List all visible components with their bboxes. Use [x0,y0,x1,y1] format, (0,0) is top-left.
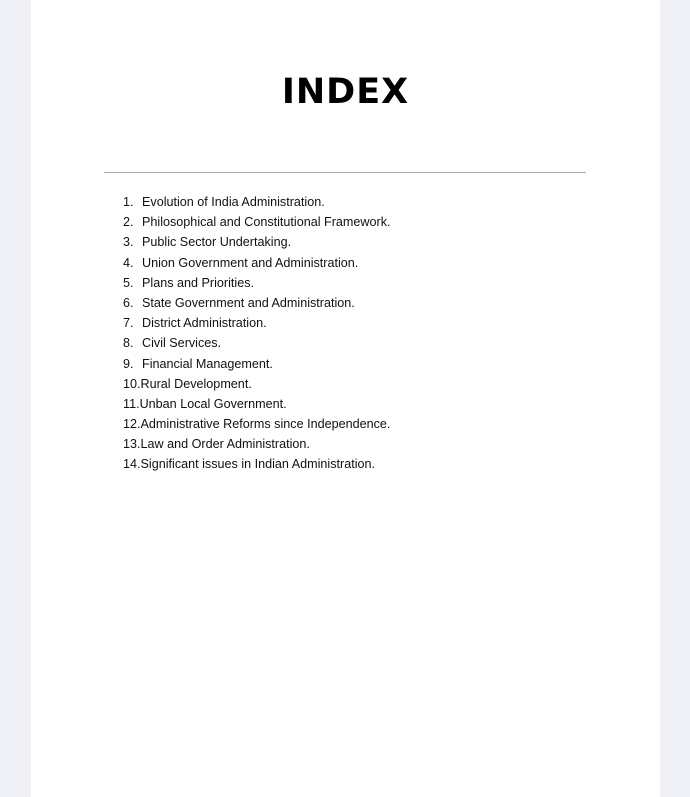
title-divider [104,172,586,173]
document-page [31,0,660,797]
index-item-text: Significant issues in Indian Administration. [140,457,376,472]
index-item-number: 12. [123,417,141,432]
page-title: INDEX [281,72,410,112]
index-item-number: 7. [123,316,134,331]
index-item-text: Evolution of India Administration. [142,195,325,209]
index-item-number: 13. [123,437,141,452]
index-item-number: 8. [123,336,134,351]
index-item-number: 10. [123,376,141,391]
index-item [123,293,391,313]
index-item [123,454,391,474]
index-item-text: Unban Local Government. [139,396,287,411]
index-item [123,273,391,293]
index-item-number: 3. [123,235,134,250]
index-item [123,374,391,394]
index-item-text: State Government and Administration. [142,295,355,310]
index-item-text: Philosophical and Constitutional Framework. [142,215,391,230]
index-list [123,192,391,475]
index-item-number: 1. [123,195,134,209]
index-item [123,212,391,232]
index-item-text: Rural Development. [140,376,252,391]
index-item [123,313,391,333]
index-item [123,333,391,353]
index-item-text: Civil Services. [142,336,222,351]
index-item-text: District Administration. [142,316,267,331]
index-item-number: 4. [123,255,134,270]
index-item [123,253,391,273]
index-item-text: Financial Management. [142,356,273,371]
index-item-text: Administrative Reforms since Independence. [140,417,391,432]
index-item-number: 14. [123,457,141,472]
index-item-text: Public Sector Undertaking. [142,235,292,250]
index-item-number: 9. [123,356,134,371]
index-item [123,192,391,212]
index-item-number: 6. [123,295,134,310]
index-item-number: 2. [123,215,134,230]
index-item-text: Union Government and Administration. [142,255,359,270]
index-item [123,232,391,252]
index-item [123,354,391,374]
index-item-number: 11. [123,396,140,411]
index-item-text: Plans and Priorities. [142,275,254,290]
index-item [123,394,391,414]
index-item-text: Law and Order Administration. [140,437,310,452]
index-item [123,434,391,454]
index-item-number: 5. [123,275,134,290]
index-item [123,414,391,434]
